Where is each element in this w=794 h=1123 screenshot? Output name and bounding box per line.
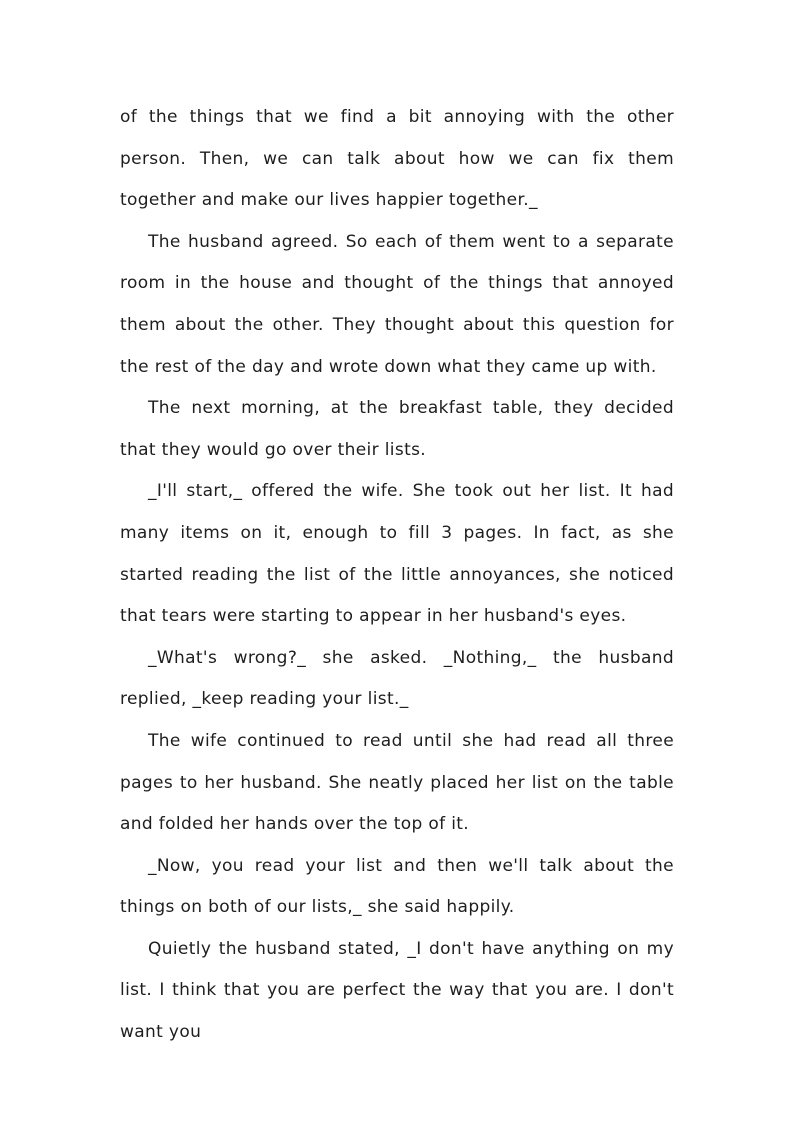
paragraph-husband-agreed: The husband agreed. So each of them went to a separate room in the house and thought of the things that annoyed them about the other. They thought about this question for the rest of the day and wrote down what they came up with. xyxy=(120,231,674,377)
paragraph-wife-starts: _I'll start,_ offered the wife. She took out her list. It had many items on it, enough to fill 3 pages. In fact, as she started reading the list of the little annoyances, she noticed that tears were starting to appear in her husband's eyes. xyxy=(120,481,674,627)
paragraph-your-list: _Now, you read your list and then we'll talk about the things on both of our lists,_ she said happily. xyxy=(120,855,674,918)
paragraph-husband-stated: Quietly the husband stated, _I don't have anything on my list. I think that you are perfect the way that you are. I don't want you xyxy=(120,938,674,1043)
document-body xyxy=(120,97,674,1054)
paragraph-next-morning: The next morning, at the breakfast table, they decided that they would go over their lists. xyxy=(120,398,674,460)
paragraph-whats-wrong: _What's wrong?_ she asked. _Nothing,_ the husband replied, _keep reading your list._ xyxy=(120,647,674,710)
paragraph-wife-continued: The wife continued to read until she had read all three pages to her husband. She neatly placed her list on the table and folded her hands over the top of it. xyxy=(120,730,674,835)
paragraph-continuation: of the things that we find a bit annoying with the other person. Then, we can talk about how we can fix them together and make our lives happier together._ xyxy=(120,107,674,211)
